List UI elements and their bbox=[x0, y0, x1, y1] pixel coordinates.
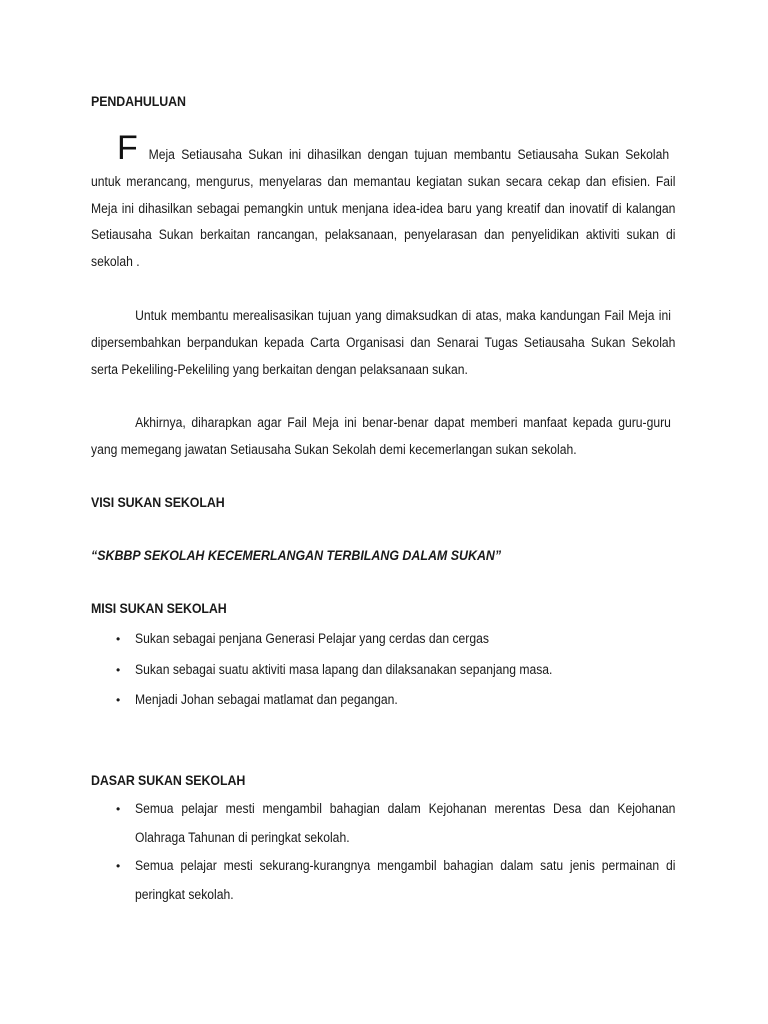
bullet-icon: • bbox=[116, 693, 121, 707]
list-item-line: peringkat sekolah. bbox=[135, 886, 234, 902]
list-item-text bbox=[135, 852, 675, 909]
visi-motto: “SKBBP SEKOLAH KECEMERLANGAN TERBILANG DALAM SUKAN” bbox=[91, 548, 502, 563]
dasar-heading: DASAR SUKAN SEKOLAH bbox=[91, 773, 246, 788]
list-item-line: Semua pelajar mesti mengambil bahagian dalam Kejohanan merentas Desa dan Kejohanan bbox=[135, 801, 676, 816]
paragraph-line: Meja Setiausaha Sukan ini dihasilkan dengan tujuan membantu Setiausaha Sukan Sekolah bbox=[148, 147, 670, 162]
pendahuluan-paragraph-2 bbox=[91, 303, 676, 383]
list-item-text bbox=[135, 795, 675, 852]
list-item-text: Sukan sebagai penjana Generasi Pelajar yang cerdas dan cergas bbox=[135, 631, 489, 646]
list-item bbox=[91, 690, 676, 721]
paragraph-line: dipersembahkan berpandukan kepada Carta Organisasi dan Senarai Tugas Setiausaha Sukan Sekolah bbox=[91, 334, 676, 350]
paragraph-line: Akhirnya, diharapkan agar Fail Meja ini benar-benar dapat memberi manfaat kepada guru-guru bbox=[135, 415, 671, 430]
paragraph-line: sekolah . bbox=[91, 254, 140, 270]
paragraph-line: Meja ini dihasilkan sebagai pemangkin untuk menjana idea-idea baru yang kreatif dan inovatif di kalangan bbox=[91, 200, 676, 216]
pendahuluan-heading: PENDAHULUAN bbox=[91, 94, 186, 109]
list-item-text: Menjadi Johan sebagai matlamat dan pegangan. bbox=[135, 692, 398, 707]
bullet-icon: • bbox=[116, 632, 121, 646]
paragraph-line: Setiausaha Sukan berkaitan rancangan, pelaksanaan, penyelarasan dan penyelidikan aktiviti sukan di bbox=[91, 227, 676, 243]
list-item bbox=[91, 795, 676, 852]
dasar-list bbox=[91, 795, 676, 909]
list-item-text: Sukan sebagai suatu aktiviti masa lapang dan dilaksanakan sepanjang masa. bbox=[135, 661, 553, 677]
bullet-icon: • bbox=[116, 662, 121, 677]
visi-heading: VISI SUKAN SEKOLAH bbox=[91, 495, 225, 510]
drop-cap-letter: F bbox=[117, 129, 138, 167]
paragraph-line: Untuk membantu merealisasikan tujuan yang dimaksudkan di atas, maka kandungan Fail Meja ini bbox=[135, 308, 671, 323]
list-item bbox=[91, 660, 676, 691]
paragraph-line: yang memegang jawatan Setiausaha Sukan Sekolah demi kecemerlangan sukan sekolah. bbox=[91, 441, 577, 457]
list-item-line: Olahraga Tahunan di peringkat sekolah. bbox=[135, 829, 350, 845]
list-item bbox=[91, 629, 676, 660]
misi-heading: MISI SUKAN SEKOLAH bbox=[91, 601, 227, 616]
paragraph-line: serta Pekeliling-Pekeliling yang berkaitan dengan pelaksanaan sukan. bbox=[91, 361, 468, 377]
pendahuluan-paragraph-3 bbox=[91, 410, 676, 464]
misi-list bbox=[91, 629, 676, 721]
bullet-icon: • bbox=[116, 859, 121, 873]
bullet-icon: • bbox=[116, 802, 121, 816]
list-item bbox=[91, 852, 676, 909]
paragraph-line: untuk merancang, mengurus, menyelaras dan memantau kegiatan sukan secara cekap dan efisien. Fail bbox=[91, 173, 676, 189]
pendahuluan-paragraph-1 bbox=[91, 142, 676, 276]
list-item-line: Semua pelajar mesti sekurang-kurangnya mengambil bahagian dalam satu jenis permainan di bbox=[135, 858, 676, 873]
